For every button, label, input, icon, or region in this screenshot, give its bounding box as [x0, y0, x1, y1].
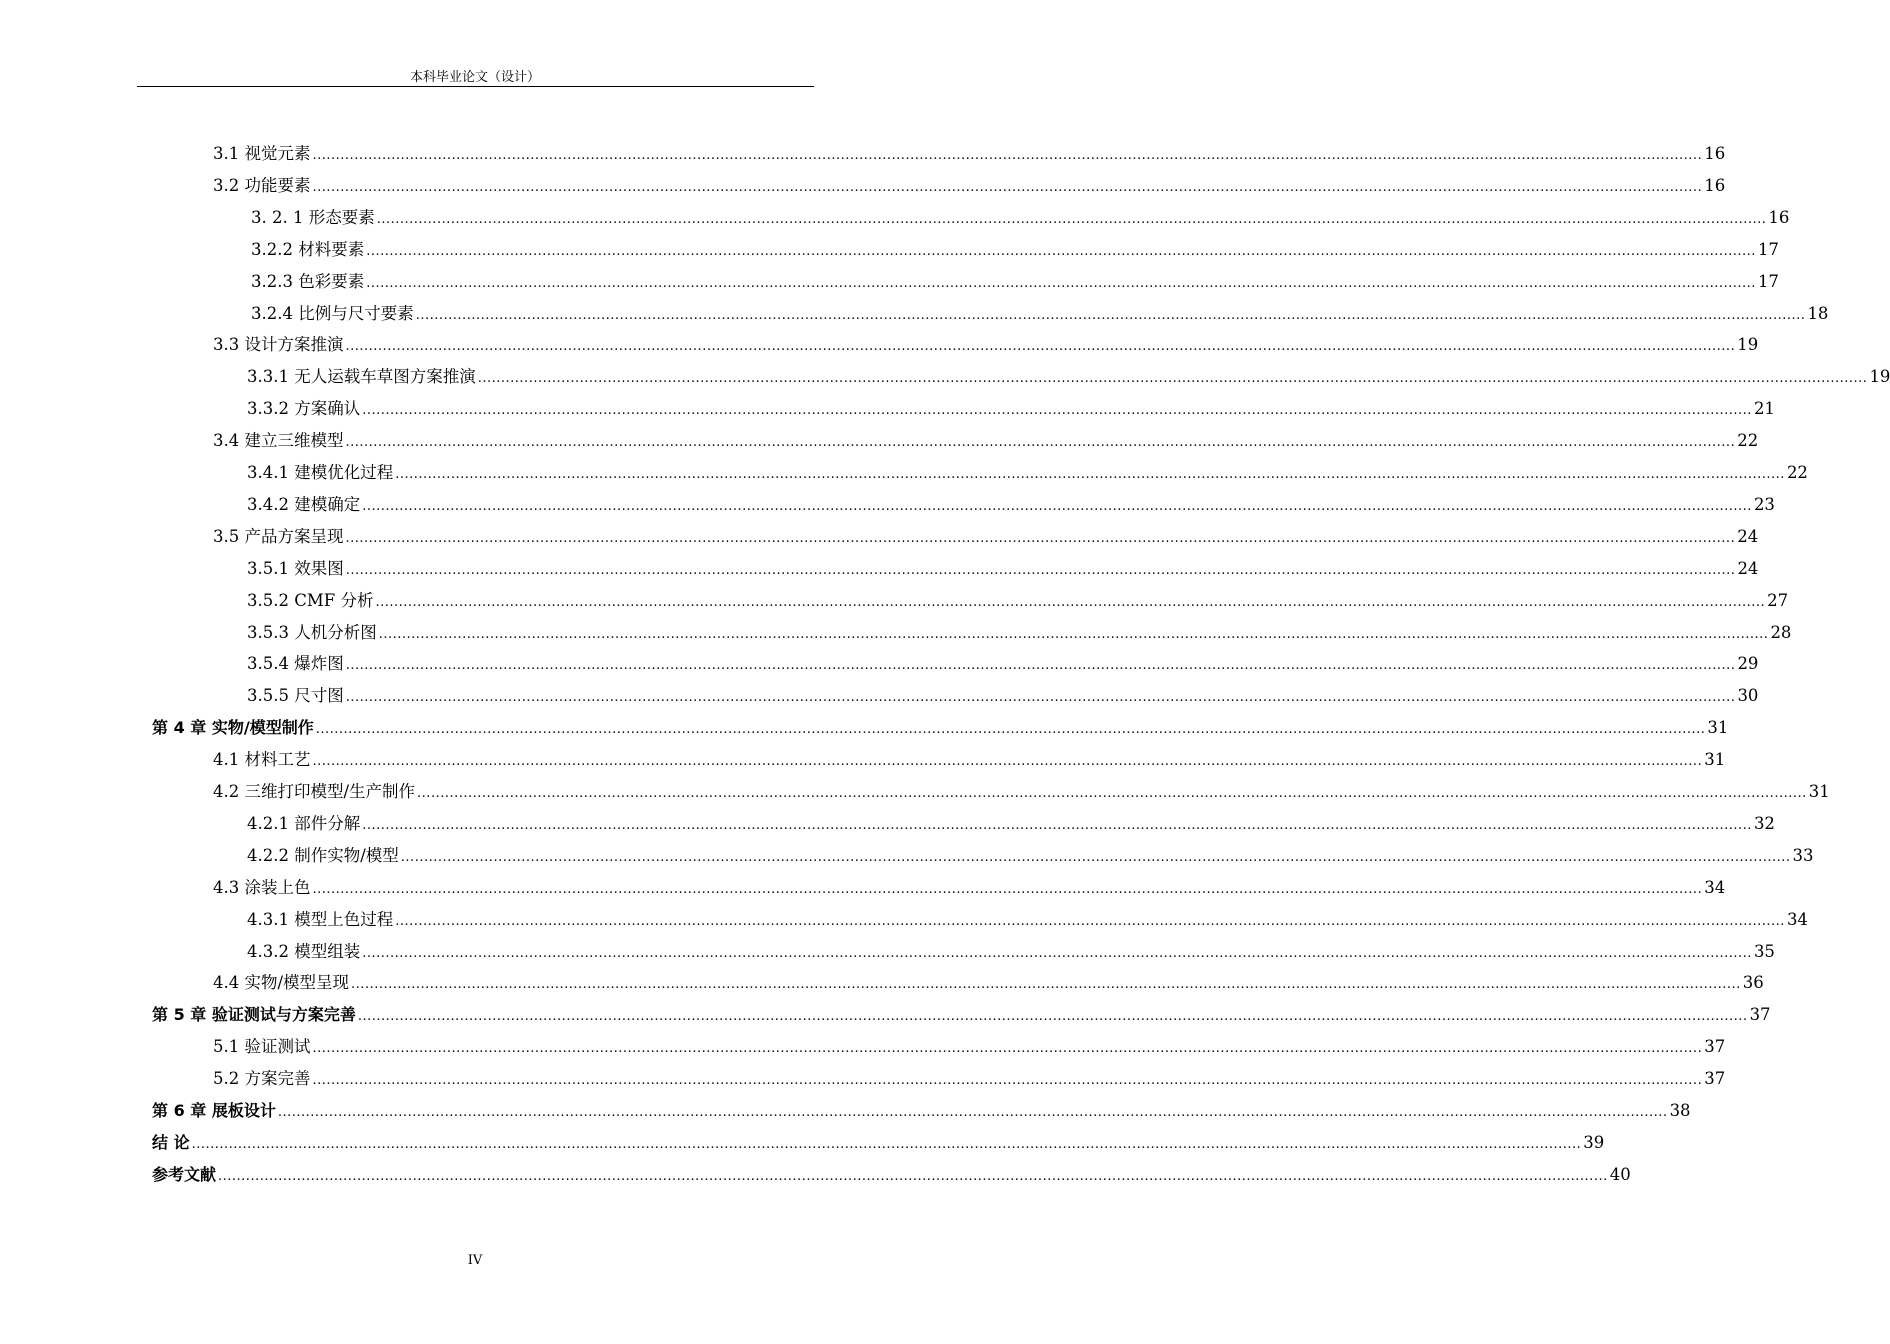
toc-entry-page: 29	[1737, 654, 1759, 674]
toc-dot-leader: ............................................................................................................................................................................................................................................................................................................	[395, 913, 1785, 929]
toc-entry[interactable]	[247, 355, 1890, 387]
toc-entry-label: 3.2.2 材料要素	[251, 239, 365, 259]
toc-entry-label: 3.3.2 方案确认	[247, 399, 361, 419]
toc-entry-page: 17	[1757, 271, 1779, 291]
toc-entry-label: 4.2 三维打印模型/生产制作	[213, 782, 416, 801]
toc-entry-label: 3. 2. 1 形态要素	[251, 207, 375, 227]
toc-entry[interactable]	[247, 451, 1808, 483]
toc-entry-label: 3.5.3 人机分析图	[247, 622, 377, 642]
toc-entry[interactable]	[247, 834, 1814, 866]
toc-dot-leader: ............................................................................................................................................................................................................................................................................................................	[312, 1041, 1703, 1057]
toc-entry-label: 3.4.1 建模优化过程	[247, 463, 394, 482]
toc-dot-leader: ............................................................................................................................................................................................................................................................................................................	[376, 211, 1767, 227]
toc-entry[interactable]	[213, 1025, 1726, 1057]
toc-entry-label: 4.2.2 制作实物/模型	[247, 845, 399, 865]
toc-dot-leader: ............................................................................................................................................................................................................................................................................................................	[362, 498, 1752, 514]
toc-entry[interactable]	[213, 1057, 1726, 1089]
toc-entry[interactable]	[247, 387, 1775, 419]
toc-entry[interactable]	[152, 1121, 1605, 1153]
toc-dot-leader: ............................................................................................................................................................................................................................................................................................................	[345, 658, 1736, 674]
toc-entry-page: 17	[1757, 239, 1779, 259]
toc-entry-label: 参考文献	[152, 1164, 217, 1184]
toc-dot-leader: ............................................................................................................................................................................................................................................................................................................	[357, 1009, 1748, 1025]
toc-entry-page: 24	[1737, 558, 1759, 578]
toc-entry-label: 3.4.2 建模确定	[247, 494, 361, 514]
toc-entry-page: 35	[1753, 941, 1775, 961]
toc-entry-label: 4.3 涂装上色	[213, 877, 311, 897]
toc-entry[interactable]	[213, 961, 1764, 993]
toc-entry-page: 37	[1749, 1005, 1771, 1025]
toc-entry-page: 34	[1786, 909, 1808, 929]
toc-entry[interactable]	[251, 292, 1829, 324]
toc-entry[interactable]	[213, 323, 1759, 355]
toc-entry-label: 3.2.3 色彩要素	[251, 271, 365, 291]
toc-entry-label: 3.3.1 无人运载车草图方案推演	[247, 367, 476, 387]
toc-entry[interactable]	[247, 802, 1775, 834]
toc-entry[interactable]	[251, 228, 1779, 260]
toc-entry[interactable]	[247, 579, 1789, 611]
toc-entry[interactable]	[251, 196, 1790, 228]
toc-dot-leader: ............................................................................................................................................................................................................................................................................................................	[366, 243, 1756, 259]
toc-dot-leader: ............................................................................................................................................................................................................................................................................................................	[375, 594, 1766, 610]
toc-dot-leader: ............................................................................................................................................................................................................................................................................................................	[345, 690, 1736, 706]
toc-entry-label: 3.3 设计方案推演	[213, 335, 344, 355]
toc-entry-page: 22	[1786, 463, 1808, 482]
toc-entry[interactable]	[247, 674, 1759, 706]
toc-entry-label: 3.5 产品方案呈现	[213, 526, 344, 546]
toc-entry-label: 结 论	[152, 1132, 190, 1152]
toc-entry[interactable]	[213, 866, 1726, 898]
toc-entry-label: 3.5.1 效果图	[247, 558, 344, 578]
toc-dot-leader: ............................................................................................................................................................................................................................................................................................................	[191, 1136, 1582, 1152]
toc-dot-leader: ............................................................................................................................................................................................................................................................................................................	[218, 1168, 1608, 1184]
toc-entry-page: 33	[1792, 845, 1814, 865]
toc-entry-label: 4.3.1 模型上色过程	[247, 909, 394, 929]
toc-entry-label: 3.2 功能要素	[213, 175, 311, 195]
toc-entry[interactable]	[247, 642, 1759, 674]
toc-dot-leader: ............................................................................................................................................................................................................................................................................................................	[417, 786, 1807, 801]
toc-entry-label: 5.1 验证测试	[213, 1037, 311, 1057]
toc-entry-label: 4.3.2 模型组装	[247, 941, 361, 961]
toc-entry[interactable]	[247, 930, 1775, 962]
toc-entry-page: 32	[1753, 813, 1775, 833]
toc-entry-page: 22	[1737, 431, 1759, 451]
toc-entry-label: 3.2.4 比例与尺寸要素	[251, 303, 414, 323]
toc-dot-leader: ............................................................................................................................................................................................................................................................................................................	[378, 626, 1769, 642]
toc-entry[interactable]	[152, 993, 1771, 1025]
toc-entry-page: 27	[1767, 590, 1789, 610]
toc-entry[interactable]	[152, 1089, 1691, 1121]
toc-dot-leader: ............................................................................................................................................................................................................................................................................................................	[312, 148, 1703, 163]
toc-entry[interactable]	[247, 547, 1759, 579]
toc-entry-label: 5.2 方案完善	[213, 1069, 311, 1089]
toc-dot-leader: ............................................................................................................................................................................................................................................................................................................	[277, 1105, 1668, 1120]
toc-entry-page: 19	[1737, 335, 1759, 355]
toc-dot-leader: ............................................................................................................................................................................................................................................................................................................	[345, 435, 1736, 451]
toc-entry-label: 4.2.1 部件分解	[247, 813, 361, 833]
toc-entry-label: 3.5.2 CMF 分析	[247, 590, 374, 610]
toc-dot-leader: ............................................................................................................................................................................................................................................................................................................	[312, 754, 1703, 770]
toc-entry-page: 34	[1704, 877, 1726, 897]
toc-entry[interactable]	[213, 515, 1759, 547]
toc-entry-page: 38	[1669, 1101, 1691, 1120]
toc-entry[interactable]	[152, 1153, 1631, 1185]
toc-entry-label: 4.4 实物/模型呈现	[213, 973, 350, 993]
running-header-title: 本科毕业论文（设计）	[409, 70, 540, 85]
toc-entry-label: 第 6 章 展板设计	[152, 1101, 276, 1120]
toc-dot-leader: ............................................................................................................................................................................................................................................................................................................	[345, 530, 1736, 546]
toc-entry-label: 3.4 建立三维模型	[213, 431, 344, 451]
toc-entry[interactable]	[247, 898, 1808, 930]
toc-entry-page: 28	[1770, 622, 1792, 642]
toc-dot-leader: ............................................................................................................................................................................................................................................................................................................	[362, 817, 1752, 833]
toc-dot-leader: ............................................................................................................................................................................................................................................................................................................	[315, 722, 1706, 738]
toc-entry[interactable]	[213, 132, 1726, 164]
toc-entry[interactable]	[251, 260, 1779, 292]
toc-entry-page: 31	[1808, 782, 1830, 801]
toc-entry-label: 第 5 章 验证测试与方案完善	[152, 1005, 356, 1025]
toc-dot-leader: ............................................................................................................................................................................................................................................................................................................	[312, 179, 1703, 195]
toc-dot-leader: ............................................................................................................................................................................................................................................................................................................	[351, 977, 1741, 993]
toc-entry[interactable]	[247, 611, 1792, 643]
toc-dot-leader: ............................................................................................................................................................................................................................................................................................................	[400, 849, 1791, 865]
toc-entry-page: 24	[1737, 526, 1759, 546]
toc-entry-page: 40	[1609, 1164, 1631, 1184]
toc-dot-leader: ............................................................................................................................................................................................................................................................................................................	[345, 339, 1736, 355]
toc-entry-page: 18	[1807, 303, 1829, 323]
toc-entry[interactable]	[213, 419, 1759, 451]
toc-entry-label: 4.1 材料工艺	[213, 750, 311, 770]
toc-entry-page: 39	[1583, 1132, 1605, 1152]
toc-entry-page: 21	[1753, 399, 1775, 419]
toc-dot-leader: ............................................................................................................................................................................................................................................................................................................	[362, 403, 1752, 419]
toc-entry-page: 37	[1704, 1069, 1726, 1089]
toc-entry-page: 31	[1707, 718, 1729, 738]
toc-entry[interactable]	[247, 483, 1775, 515]
toc-entry[interactable]	[152, 706, 1729, 738]
toc-entry-page: 36	[1742, 973, 1764, 993]
toc-entry-page: 23	[1753, 494, 1775, 514]
toc-dot-leader: ............................................................................................................................................................................................................................................................................................................	[395, 467, 1785, 482]
toc-entry-label: 3.5.5 尺寸图	[247, 686, 344, 706]
header-rule	[137, 86, 814, 87]
toc-entry[interactable]	[213, 164, 1726, 196]
toc-entry-label: 3.1 视觉元素	[213, 144, 311, 163]
toc-entry-page: 37	[1704, 1037, 1726, 1057]
toc-dot-leader: ............................................................................................................................................................................................................................................................................................................	[477, 371, 1868, 387]
toc-entry-page: 19	[1869, 367, 1890, 387]
page-number: IV	[467, 1253, 483, 1268]
toc-dot-leader: ............................................................................................................................................................................................................................................................................................................	[366, 275, 1756, 291]
toc-dot-leader: ............................................................................................................................................................................................................................................................................................................	[362, 945, 1752, 961]
toc-entry-label: 3.5.4 爆炸图	[247, 654, 344, 674]
toc-entry[interactable]	[213, 738, 1726, 770]
toc-entry-page: 30	[1737, 686, 1759, 706]
toc-entry-page: 16	[1704, 144, 1726, 163]
toc-dot-leader: ............................................................................................................................................................................................................................................................................................................	[415, 307, 1806, 323]
toc-dot-leader: ............................................................................................................................................................................................................................................................................................................	[345, 562, 1736, 578]
toc-dot-leader: ............................................................................................................................................................................................................................................................................................................	[312, 881, 1703, 897]
toc-entry-page: 31	[1704, 750, 1726, 770]
toc-dot-leader: ............................................................................................................................................................................................................................................................................................................	[312, 1073, 1703, 1089]
toc-entry-label: 第 4 章 实物/模型制作	[152, 718, 314, 738]
toc-entry-page: 16	[1704, 175, 1726, 195]
toc-entry-page: 16	[1768, 207, 1790, 227]
toc-entry[interactable]	[213, 770, 1830, 802]
